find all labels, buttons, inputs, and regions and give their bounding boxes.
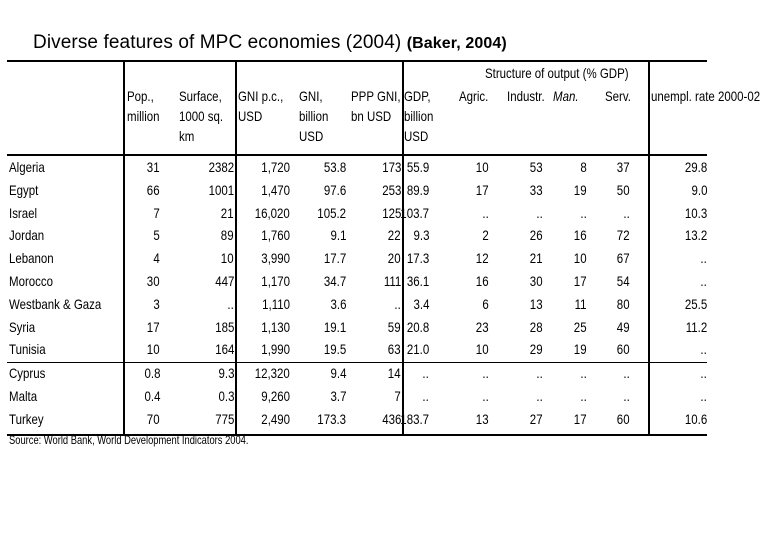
cell-surface: 2382	[208, 159, 234, 175]
cell-serv: 72	[617, 227, 630, 244]
cell-serv: ..	[623, 388, 630, 404]
cell-gni: 105.2	[317, 204, 346, 221]
column-header-pop: Pop., million	[127, 88, 160, 124]
cell-agric: ..	[482, 365, 489, 382]
cell-unempl: 9.0	[691, 181, 707, 198]
cell-surface: 9.3	[218, 365, 234, 382]
cell-pop: 17	[147, 318, 160, 335]
cell-gdp: 21.0	[406, 341, 429, 358]
cell-man: 19	[574, 181, 587, 198]
cell-gni: 9.4	[330, 365, 346, 382]
column-header-serv: Serv.	[605, 88, 631, 104]
cell-serv: 67	[617, 250, 630, 267]
cell-serv: 60	[617, 341, 630, 358]
header-rule	[7, 154, 707, 156]
cell-agric: 2	[482, 227, 489, 244]
cell-ppp_gni: 14	[388, 365, 401, 382]
cell-surface: 10	[221, 250, 234, 267]
cell-serv: 50	[617, 181, 630, 198]
cell-pop: 5	[153, 227, 160, 244]
cell-man: 25	[574, 318, 587, 335]
cell-gdp: 103.7	[400, 204, 429, 221]
cell-man: 17	[574, 273, 587, 289]
cell-surface: 1001	[208, 181, 234, 198]
cell-ppp_gni: 22	[388, 227, 401, 244]
cell-gni: 97.6	[323, 181, 346, 198]
cell-unempl: 10.6	[684, 410, 707, 427]
country-name: Israel	[9, 204, 38, 221]
cell-gdp: ..	[422, 365, 429, 382]
cell-man: ..	[580, 388, 587, 404]
cell-man: 11	[575, 295, 587, 312]
cell-serv: 80	[617, 295, 630, 312]
cell-ppp_gni: 63	[388, 341, 401, 358]
cell-gni: 173.3	[317, 410, 346, 427]
cell-industr: 33	[530, 181, 543, 198]
cell-pop: 0.8	[144, 365, 160, 382]
cell-surface: 21	[221, 204, 234, 221]
country-name: Turkey	[9, 410, 44, 427]
cell-gni: 53.8	[323, 159, 346, 175]
cell-industr: 27	[530, 410, 543, 427]
cell-gni_pc: 9,260	[261, 388, 290, 404]
cell-pop: 10	[147, 341, 160, 358]
cell-unempl: 10.3	[684, 204, 707, 221]
column-header-unempl: unempl. rate 2000-02	[651, 88, 760, 104]
cell-industr: 29	[530, 341, 543, 358]
cell-unempl: 29.8	[684, 159, 707, 175]
cell-serv: 37	[617, 159, 630, 175]
cell-surface: 0.3	[218, 388, 234, 404]
cell-unempl: 13.2	[684, 227, 707, 244]
cell-gni_pc: 16,020	[254, 204, 290, 221]
cell-surface: 775	[214, 410, 234, 427]
cell-gdp: ..	[422, 388, 429, 404]
cell-serv: ..	[623, 204, 630, 221]
cell-ppp_gni: 125	[381, 204, 401, 221]
cell-man: 8	[580, 159, 587, 175]
cell-gni: 3.7	[330, 388, 346, 404]
cell-industr: ..	[536, 204, 543, 221]
group-rule	[7, 362, 707, 363]
cell-unempl: ..	[700, 250, 707, 267]
cell-serv: ..	[623, 365, 630, 382]
cell-industr: 53	[530, 159, 543, 175]
slide-title	[33, 32, 507, 54]
cell-agric: 6	[482, 295, 489, 312]
cell-serv: 60	[617, 410, 630, 427]
cell-ppp_gni: 111	[383, 273, 401, 289]
cell-ppp_gni: 436	[381, 410, 401, 427]
country-name: Lebanon	[9, 250, 54, 267]
cell-serv: 49	[617, 318, 630, 335]
country-name: Syria	[9, 318, 36, 335]
cell-industr: ..	[536, 388, 543, 404]
cell-surface: ..	[227, 295, 234, 312]
cell-agric: ..	[482, 204, 489, 221]
cell-gdp: 3.4	[413, 295, 429, 312]
cell-man: 16	[574, 227, 587, 244]
cell-man: 10	[574, 250, 587, 267]
cell-unempl: ..	[700, 365, 707, 382]
cell-gdp: 55.9	[406, 159, 429, 175]
column-header-industr: Industr.	[507, 88, 545, 104]
cell-agric: 10	[476, 341, 489, 358]
cell-industr: 28	[530, 318, 543, 335]
column-header-gni_pc: GNI p.c., USD	[238, 88, 284, 124]
cell-gni: 19.1	[323, 318, 346, 335]
column-header-agric: Agric.	[459, 88, 489, 104]
cell-ppp_gni: 7	[394, 388, 401, 404]
cell-surface: 447	[214, 273, 234, 289]
cell-man: ..	[580, 204, 587, 221]
cell-ppp_gni: 59	[388, 318, 401, 335]
country-name: Algeria	[9, 159, 45, 175]
cell-pop: 3	[153, 295, 160, 312]
data-table	[7, 60, 760, 436]
country-name: Malta	[9, 388, 38, 404]
cell-agric: 16	[476, 273, 489, 289]
cell-pop: 0.4	[144, 388, 160, 404]
cell-surface: 164	[214, 341, 234, 358]
column-header-ppp_gni: PPP GNI, bn USD	[351, 88, 401, 124]
cell-pop: 31	[147, 159, 160, 175]
country-name: Egypt	[9, 181, 39, 198]
cell-pop: 70	[147, 410, 160, 427]
cell-gni_pc: 2,490	[261, 410, 290, 427]
country-name: Westbank & Gaza	[9, 295, 102, 312]
cell-industr: ..	[536, 365, 543, 382]
cell-gdp: 17.3	[406, 250, 429, 267]
cell-ppp_gni: ..	[394, 295, 401, 312]
cell-unempl: 11.2	[685, 318, 707, 335]
cell-industr: 21	[530, 250, 543, 267]
country-name: Jordan	[9, 227, 45, 244]
cell-industr: 26	[530, 227, 543, 244]
cell-industr: 13	[530, 295, 543, 312]
cell-surface: 185	[214, 318, 234, 335]
cell-serv: 54	[617, 273, 630, 289]
column-divider	[123, 62, 125, 434]
cell-ppp_gni: 173	[381, 159, 401, 175]
cell-gni_pc: 3,990	[261, 250, 290, 267]
cell-man: 17	[574, 410, 587, 427]
country-name: Cyprus	[9, 365, 46, 382]
source-note: Source: World Bank, World Development Indicators 2004.	[9, 433, 249, 447]
cell-pop: 66	[147, 181, 160, 198]
cell-agric: 23	[476, 318, 489, 335]
title-main: Diverse features of MPC economies (2004)	[33, 32, 402, 53]
cell-unempl: ..	[700, 341, 707, 358]
cell-gdp: 183.7	[400, 410, 429, 427]
cell-gni: 3.6	[330, 295, 346, 312]
group-header-structure: Structure of output (% GDP)	[485, 65, 629, 81]
cell-agric: 13	[476, 410, 489, 427]
cell-pop: 30	[147, 273, 160, 289]
cell-gni_pc: 1,990	[261, 341, 290, 358]
cell-gni_pc: 1,130	[261, 318, 290, 335]
country-name: Tunisia	[9, 341, 46, 358]
column-header-surface: Surface, 1000 sq. km	[179, 88, 224, 144]
cell-pop: 4	[153, 250, 160, 267]
cell-gdp: 36.1	[406, 273, 429, 289]
cell-gdp: 9.3	[413, 227, 429, 244]
cell-gni: 34.7	[323, 273, 346, 289]
column-divider	[235, 62, 237, 434]
cell-unempl: 25.5	[684, 295, 707, 312]
cell-agric: 17	[476, 181, 489, 198]
column-header-gdp: GDP, billion USD	[404, 88, 434, 144]
cell-gdp: 89.9	[406, 181, 429, 198]
cell-unempl: ..	[700, 273, 707, 289]
cell-gni_pc: 1,760	[261, 227, 290, 244]
cell-ppp_gni: 20	[388, 250, 401, 267]
cell-gni: 19.5	[323, 341, 346, 358]
cell-man: 19	[574, 341, 587, 358]
cell-surface: 89	[221, 227, 234, 244]
cell-agric: ..	[482, 388, 489, 404]
cell-ppp_gni: 253	[381, 181, 401, 198]
column-header-man: Man.	[553, 88, 579, 104]
cell-industr: 30	[530, 273, 543, 289]
cell-gni_pc: 1,470	[261, 181, 290, 198]
cell-gni: 17.7	[323, 250, 346, 267]
cell-gni_pc: 1,720	[261, 159, 290, 175]
cell-pop: 7	[153, 204, 160, 221]
cell-agric: 12	[476, 250, 489, 267]
cell-gni: 9.1	[330, 227, 346, 244]
cell-man: ..	[580, 365, 587, 382]
column-divider	[648, 62, 650, 434]
title-citation: (Baker, 2004)	[406, 35, 507, 52]
country-name: Morocco	[9, 273, 54, 289]
cell-gdp: 20.8	[406, 318, 429, 335]
cell-gni_pc: 1,170	[261, 273, 290, 289]
cell-unempl: ..	[700, 388, 707, 404]
cell-agric: 10	[476, 159, 489, 175]
cell-gni_pc: 12,320	[254, 365, 290, 382]
column-header-gni: GNI, billion USD	[299, 88, 329, 144]
cell-gni_pc: 1,110	[262, 295, 290, 312]
